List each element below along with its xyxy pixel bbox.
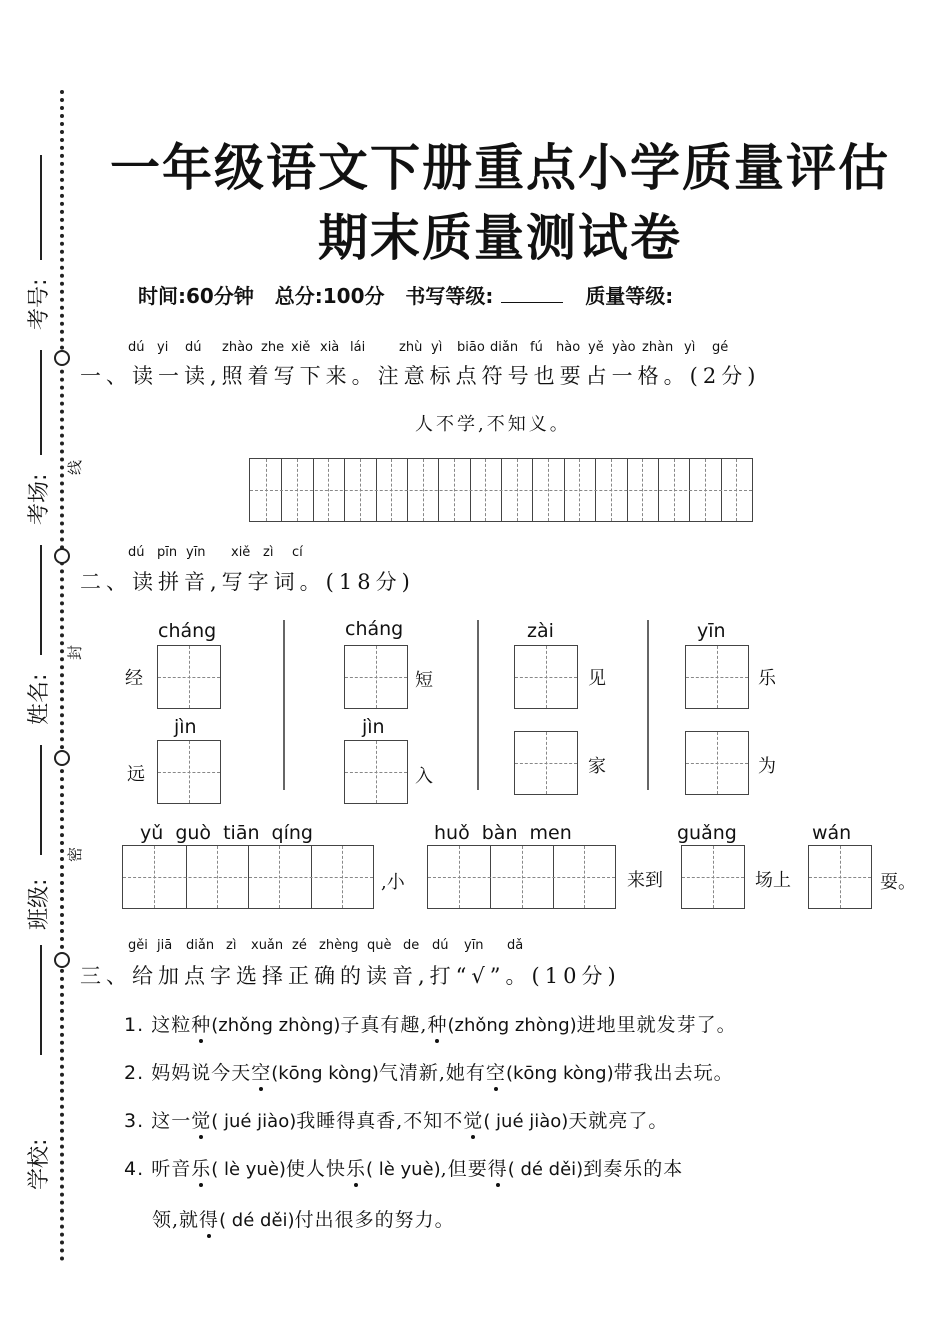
tianzige-box[interactable]	[685, 645, 749, 709]
heading-pinyin-syllable: yì	[684, 340, 696, 355]
pinyin-options[interactable]: (kōng kòng)	[505, 1063, 614, 1084]
question-text: 妈妈说今天	[151, 1062, 252, 1084]
word-char: 短	[415, 670, 433, 691]
exam-room-label: 考场:	[27, 473, 52, 525]
column-divider	[477, 620, 479, 790]
question-text: 使人快	[285, 1158, 346, 1180]
question-text: 子真有趣,	[340, 1014, 428, 1036]
question-text: 气清新,她有	[378, 1062, 486, 1084]
grid-guide	[158, 772, 220, 773]
question-text: 这一	[151, 1110, 192, 1132]
grid-guide	[428, 877, 615, 878]
name-label: 姓名:	[27, 673, 52, 725]
dotted-char: 空	[485, 1062, 506, 1084]
dotted-char: 种	[427, 1014, 448, 1036]
heading-pinyin-syllable: jiā	[157, 938, 173, 953]
question-text: 付出很多的努力。	[294, 1209, 455, 1231]
heading-pinyin-syllable: dú	[185, 340, 202, 355]
heading-pinyin-syllable: gěi	[128, 938, 148, 953]
dotted-char: 种	[191, 1014, 212, 1036]
pinyin-options[interactable]: ( dé děi)	[219, 1210, 295, 1231]
grid-guide	[345, 677, 407, 678]
grid-guide	[515, 677, 577, 678]
pinyin-options[interactable]: ( jué jiào)	[483, 1111, 569, 1132]
heading-pinyin-syllable: dú	[128, 545, 145, 560]
sentence-pinyin-4: wán	[812, 822, 852, 844]
binding-circle	[54, 350, 70, 366]
grid-guide	[515, 763, 577, 764]
heading-pinyin-syllable: yì	[431, 340, 443, 355]
question-text: ,但要	[440, 1158, 488, 1180]
tianzige-box[interactable]	[344, 645, 408, 709]
heading-pinyin-syllable: dú	[432, 938, 449, 953]
heading-pinyin-syllable: zhe	[261, 340, 285, 355]
heading-pinyin-syllable: zhàn	[642, 340, 674, 355]
tianzige-box[interactable]	[157, 645, 221, 709]
question-text: 领,就	[152, 1209, 200, 1231]
question-text: 带我出去玩。	[613, 1062, 734, 1084]
heading-pinyin-syllable: hào	[556, 340, 581, 355]
school-line	[40, 945, 42, 1055]
binding-circle	[54, 750, 70, 766]
question-text: 天就亮了。	[568, 1110, 669, 1132]
heading-pinyin-syllable: cí	[292, 545, 303, 560]
writing-grid-4[interactable]	[122, 845, 374, 909]
tianzige-box[interactable]	[808, 845, 872, 909]
grid-guide	[158, 677, 220, 678]
school-label: 学校:	[27, 1138, 52, 1190]
question-text: 我睡得真香,不知不	[296, 1110, 464, 1132]
heading-pinyin-syllable: dǎ	[507, 938, 524, 953]
column-divider	[283, 620, 285, 790]
dotted-char: 得	[487, 1158, 508, 1180]
tianzige-box[interactable]	[157, 740, 221, 804]
writing-grade-blank[interactable]	[501, 284, 563, 303]
sentence-text-2: 来到	[627, 870, 663, 891]
heading-pinyin-syllable: biāo	[457, 340, 485, 355]
section2-heading: 二、读拼音,写字词。(18分)	[80, 570, 415, 594]
word-pinyin: zài	[527, 620, 554, 642]
exam-time: 时间:60分钟	[138, 284, 254, 308]
sentence-text-1: ,小	[381, 872, 405, 893]
seal-label-xian: 线	[66, 459, 84, 475]
column-divider	[647, 620, 649, 790]
dotted-char: 得	[199, 1209, 220, 1231]
dotted-char: 乐	[191, 1158, 212, 1180]
heading-pinyin-syllable: pīn	[157, 545, 178, 560]
question-2	[124, 1058, 734, 1085]
exam-room-line	[40, 350, 42, 455]
word-pinyin: jìn	[174, 716, 197, 738]
grid-guide	[686, 677, 748, 678]
heading-pinyin-syllable: yi	[157, 340, 169, 355]
word-char: 入	[415, 766, 433, 787]
section1-sentence: 人不学,不知义。	[415, 414, 571, 435]
heading-pinyin-syllable: gé	[712, 340, 729, 355]
pinyin-options[interactable]: (kōng kòng)	[271, 1063, 379, 1084]
dotted-char: 空	[251, 1062, 272, 1084]
heading-pinyin-syllable: què	[367, 938, 392, 953]
binding-circle	[54, 952, 70, 968]
tianzige-box[interactable]	[681, 845, 745, 909]
exam-info	[138, 280, 673, 309]
exam-total-score: 总分:100分	[274, 284, 385, 308]
grid-guide	[123, 877, 373, 878]
writing-grid-3[interactable]	[427, 845, 616, 909]
word-pinyin: cháng	[158, 620, 217, 642]
dotted-char: 乐	[345, 1158, 366, 1180]
grid-guide	[682, 877, 744, 878]
word-char: 家	[588, 756, 606, 777]
writing-grid-16[interactable]	[249, 458, 753, 522]
word-char: 经	[125, 668, 143, 689]
writing-grade-label: 书写等级:	[405, 284, 494, 308]
tianzige-box[interactable]	[685, 731, 749, 795]
heading-pinyin-syllable: yīn	[186, 545, 206, 560]
name-line	[40, 545, 42, 655]
question-3	[124, 1106, 668, 1133]
section3-heading: 三、给加点字选择正确的读音,打“√”。(10分)	[80, 964, 621, 988]
word-pinyin: yīn	[697, 620, 726, 642]
pinyin-options[interactable]: (zhǒng zhòng)	[447, 1015, 577, 1036]
heading-pinyin-syllable: dú	[128, 340, 145, 355]
seal-label-feng: 封	[66, 644, 84, 660]
question-text: 这粒	[151, 1014, 192, 1036]
sentence-text-4: 耍。	[880, 872, 916, 893]
sentence-pinyin-2: huǒ bàn men	[434, 822, 572, 844]
heading-pinyin-syllable: xiě	[231, 545, 251, 560]
heading-pinyin-syllable: yīn	[464, 938, 484, 953]
section1-heading: 一、读一读,照着写下来。注意标点符号也要占一格。(2分)	[80, 364, 761, 388]
question-number: 1.	[124, 1014, 145, 1036]
dotted-char: 觉	[463, 1110, 484, 1132]
pinyin-options[interactable]: ( jué jiào)	[211, 1111, 297, 1132]
tianzige-box[interactable]	[514, 645, 578, 709]
heading-pinyin-syllable: diǎn	[186, 938, 215, 953]
question-text: 听音	[151, 1158, 192, 1180]
exam-no-label: 考号:	[27, 278, 52, 330]
heading-pinyin-syllable: xuǎn	[251, 938, 284, 953]
word-pinyin: cháng	[345, 618, 404, 640]
word-char: 乐	[758, 668, 776, 689]
question-number: 4.	[124, 1158, 145, 1180]
word-pinyin: jìn	[362, 716, 385, 738]
heading-pinyin-syllable: zhèng	[319, 938, 359, 953]
pinyin-options[interactable]: ( dé děi)	[507, 1159, 584, 1180]
grid-guide	[345, 772, 407, 773]
grid-guide	[686, 763, 748, 764]
page-title-line2: 期末质量测试卷	[318, 209, 682, 267]
heading-pinyin-syllable: xiě	[291, 340, 311, 355]
heading-pinyin-syllable: zé	[292, 938, 307, 953]
question-4-continued	[152, 1205, 455, 1232]
quality-grade-label: 质量等级:	[585, 284, 674, 308]
pinyin-options[interactable]: ( lè yuè)	[211, 1159, 286, 1180]
sentence-text-3: 场上	[755, 870, 791, 891]
heading-pinyin-syllable: de	[403, 938, 420, 953]
heading-pinyin-syllable: lái	[350, 340, 366, 355]
tianzige-box[interactable]	[344, 740, 408, 804]
pinyin-options[interactable]: (zhǒng zhòng)	[211, 1015, 341, 1036]
heading-pinyin-syllable: zì	[263, 545, 274, 560]
class-line	[40, 745, 42, 855]
sentence-pinyin-3: guǎng	[677, 822, 737, 844]
heading-pinyin-syllable: yào	[612, 340, 636, 355]
heading-pinyin-syllable: zhù	[399, 340, 423, 355]
question-text: 到奏乐的本	[583, 1158, 684, 1180]
heading-pinyin-syllable: xià	[320, 340, 340, 355]
word-char: 远	[127, 764, 145, 785]
grid-guide	[250, 490, 752, 491]
word-char: 见	[588, 668, 606, 689]
class-label: 班级:	[27, 878, 52, 930]
dotted-char: 觉	[191, 1110, 212, 1132]
heading-pinyin-syllable: zhào	[222, 340, 253, 355]
word-char: 为	[758, 756, 776, 777]
heading-pinyin-syllable: diǎn	[490, 340, 519, 355]
grid-guide	[809, 877, 871, 878]
binding-circle	[54, 548, 70, 564]
seal-label-mi: 密	[66, 846, 84, 862]
exam-no-line	[40, 155, 42, 260]
heading-pinyin-syllable: yě	[588, 340, 604, 355]
heading-pinyin-syllable: fú	[530, 340, 543, 355]
question-number: 2.	[124, 1062, 145, 1084]
question-4	[124, 1154, 683, 1181]
heading-pinyin-syllable: zì	[226, 938, 237, 953]
sentence-pinyin-1: yǔ guò tiān qíng	[140, 822, 313, 844]
pinyin-options[interactable]: ( lè yuè)	[365, 1159, 441, 1180]
question-text: 进地里就发芽了。	[576, 1014, 737, 1036]
tianzige-box[interactable]	[514, 731, 578, 795]
page-title-line1: 一年级语文下册重点小学质量评估	[110, 139, 890, 197]
question-number: 3.	[124, 1110, 145, 1132]
question-1	[124, 1010, 737, 1037]
